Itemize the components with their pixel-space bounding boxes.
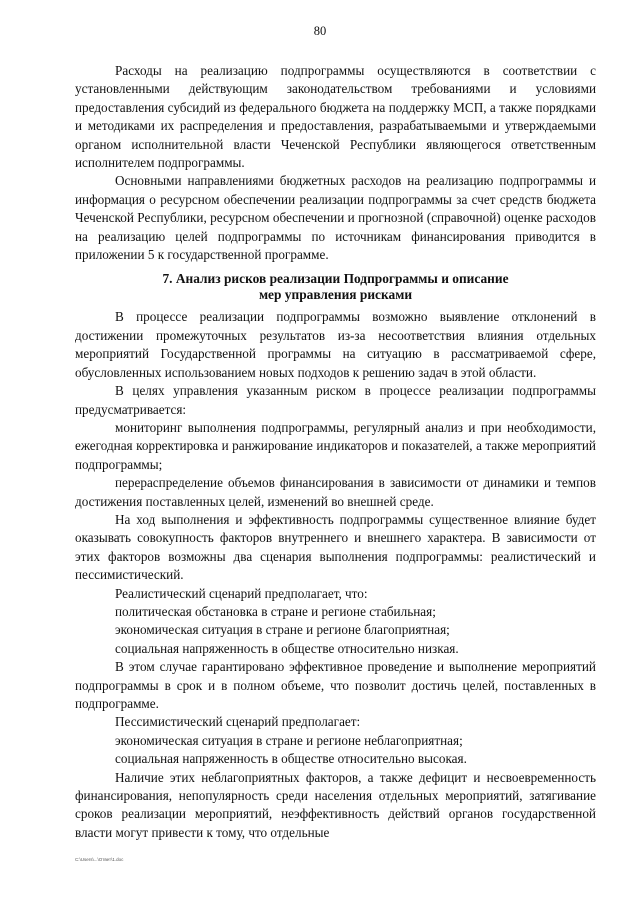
paragraph: Пессимистический сценарий предполагает:: [115, 714, 361, 730]
paragraph: В процессе реализации подпрограммы возможно выявление отклонений в достижении промежуточных результатов из-за несоответствия влияния отдельных мероприятий Государственной программы на ситуацию в рассматриваемой сфере, обусловленных использованием новых подходов к решению задач в этой области.: [75, 309, 596, 380]
paragraph: На ход выполнения и эффективность подпрограммы существенное влияние будет оказывать совокупность факторов внутреннего и внешнего характера. В зависимости от этих факторов возможны два сценария выполнения подпрограммы: реалистический и пессимистический.: [75, 511, 596, 583]
paragraph: Расходы на реализацию подпрограммы осуществляются в соответствии с установленными действующим законодательством требованиями и условиями предоставления субсидий из федерального бюджета на поддержку МСП, а также порядками и методиками их распределения и предоставления, разрабатываемыми и утверждаемыми органом исполнительной власти Чеченской Республики являющегося ответственным исполнителем подпрограммы.: [75, 63, 596, 171]
list-item: социальная напряженность в обществе относительно высокая.: [115, 751, 467, 767]
section-heading-line: 7. Анализ рисков реализации Подпрограммы и описание: [162, 271, 509, 287]
list-item: мониторинг выполнения подпрограммы, регулярный анализ и при необходимости, ежегодная корректировка и ранжирование индикаторов и показателей, а также мероприятий подпрограммы;: [75, 419, 596, 472]
list-item: экономическая ситуация в стране и регионе благоприятная;: [115, 622, 450, 638]
section-heading-line: мер управления рисками: [258, 287, 413, 303]
paragraph: Основными направлениями бюджетных расходов на реализацию подпрограммы и информация о ресурсном обеспечении реализации подпрограммы за счет средств бюджета Чеченской Республики, ресурсном обеспечении и прогнозной (справочной) оценке расходов на реализацию целей подпрограммы по источникам финансирования приводится в приложении 5 к государственной программе.: [75, 173, 596, 263]
paragraph: В целях управления указанным риском в процессе реализации подпрограммы предусматривается:: [75, 383, 596, 417]
paragraph: Наличие этих неблагоприятных факторов, а также дефицит и несвоевременность финансирования, непопулярность среди населения отдельных мероприятий, затягивание сроков реализации мероприятий, неэффективность действий органов государственной власти могут привести к тому, что отдельные: [75, 769, 596, 840]
list-item: политическая обстановка в стране и регионе стабильная;: [115, 603, 436, 619]
list-item: социальная напряженность в обществе относительно низкая.: [115, 640, 459, 656]
list-item: экономическая ситуация в стране и регионе неблагоприятная;: [115, 732, 463, 748]
footer-file-path: C:\Users\...\Ответ\1.doc: [75, 857, 124, 862]
page-number: 80: [313, 24, 327, 38]
paragraph: Реалистический сценарий предполагает, что:: [115, 585, 368, 601]
document-body: [75, 62, 596, 842]
section-heading: [75, 271, 596, 303]
paragraph: В этом случае гарантировано эффективное проведение и выполнение мероприятий подпрограммы в срок и в полном объеме, что позволит достичь целей, поставленных в подпрограмме.: [75, 659, 596, 711]
list-item: перераспределение объемов финансирования в зависимости от динамики и темпов достижения поставленных целей, изменений во внешней среде.: [75, 475, 596, 509]
